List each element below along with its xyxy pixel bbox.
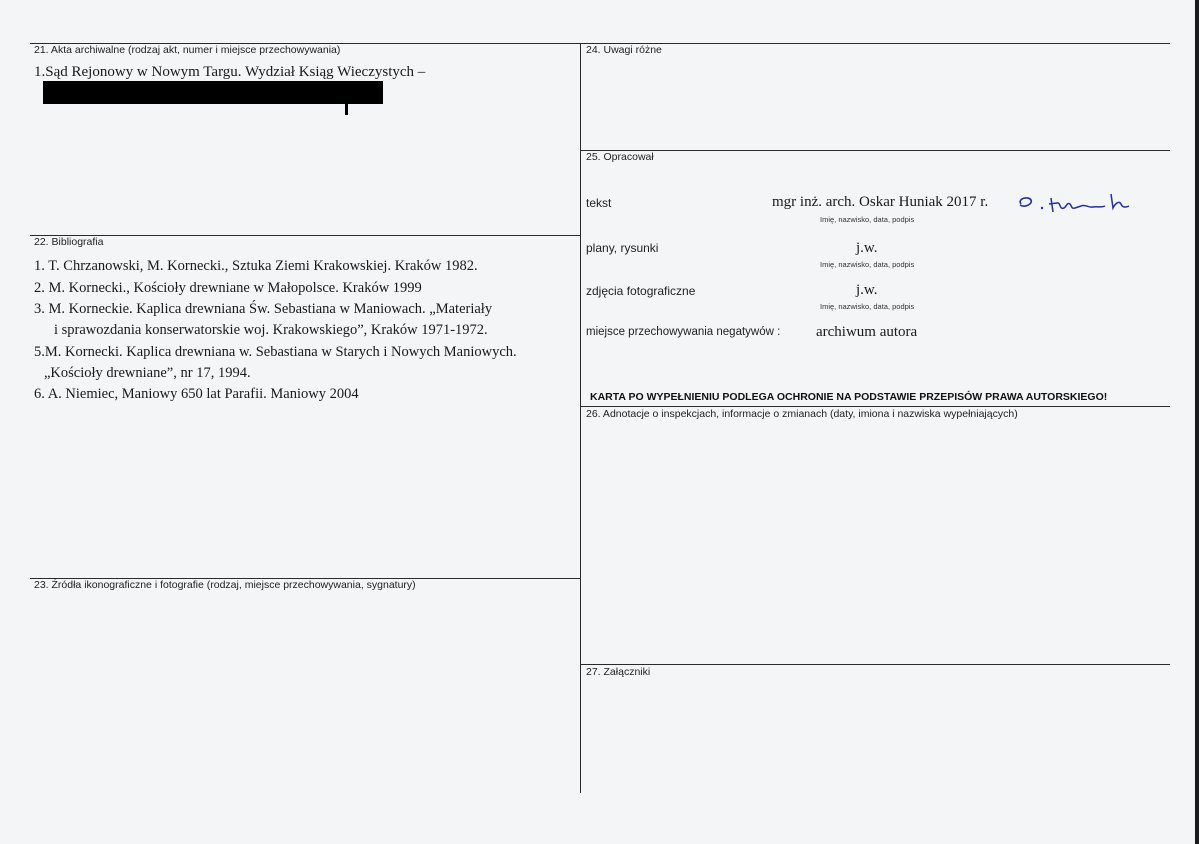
section-25-top-rule [580, 150, 1170, 151]
copyright-warning: KARTA PO WYPEŁNIENIU PODLEGA OCHRONIE NA PODSTAWIE PRZEPISÓW PRAWA AUTORSKIEGO! [590, 391, 1108, 403]
bibliography-item: 2. M. Kornecki., Kościoły drewniane w Małopolsce. Kraków 1999 [34, 280, 422, 296]
section-26-label: 26. Adnotacje o inspekcjach, informacje o zmianach (daty, imiona i nazwiska wypełniających) [586, 408, 1018, 420]
negatives-label: miejsce przechowywania negatywów : [586, 326, 781, 338]
photos-value: j.w. [856, 282, 878, 298]
text-author-value: mgr inż. arch. Oskar Huniak 2017 r. [772, 194, 989, 210]
drawings-value: j.w. [856, 240, 878, 256]
archive-record-line: 1.Sąd Rejonowy w Nowym Targu. Wydział Ksiąg Wieczystych – [34, 64, 426, 80]
negatives-value: archiwum autora [816, 324, 918, 340]
bibliography-item: 3. M. Korneckie. Kaplica drewniana Św. Sebastiana w Maniowach. „Materiały [34, 301, 493, 317]
bibliography-item: „Kościoły drewniane”, nr 17, 1994. [44, 365, 251, 381]
bibliography-item: 1. T. Chrzanowski, M. Kornecki., Sztuka Ziemi Krakowskiej. Kraków 1982. [34, 258, 478, 274]
drawings-caption: Imię, nazwisko, data, podpis [820, 260, 915, 269]
section-24-label: 24. Uwagi różne [586, 44, 662, 56]
bibliography-item: i sprawozdania konserwatorskie woj. Krakowskiego”, Kraków 1971-1972. [54, 322, 488, 338]
redaction-bar [43, 81, 383, 104]
photos-label: zdjęcia fotograficzne [586, 284, 696, 298]
bibliography-item: 6. A. Niemiec, Maniowy 650 lat Parafii. Maniowy 2004 [34, 386, 359, 402]
photos-caption: Imię, nazwisko, data, podpis [820, 302, 915, 311]
section-21-label: 21. Akta archiwalne (rodzaj akt, numer i miejsce przechowywania) [34, 44, 341, 56]
signature-icon [1015, 190, 1145, 218]
scan-edge [1195, 0, 1199, 844]
drawings-label: plany, rysunki [586, 241, 659, 255]
bibliography-item: 5.M. Kornecki. Kaplica drewniana w. Sebastiana w Starych i Nowych Maniowych. [34, 344, 517, 360]
redaction-bar-tail [345, 102, 348, 115]
section-22-label: 22. Bibliografia [34, 236, 104, 248]
section-26-top-rule [580, 406, 1170, 407]
section-22-top-rule [30, 235, 580, 236]
section-25-label: 25. Opracował [586, 151, 654, 163]
section-24-top-rule [580, 43, 1170, 44]
section-27-label: 27. Załączniki [586, 666, 651, 678]
text-author-caption: Imię, nazwisko, data, podpis [820, 215, 915, 224]
column-divider [580, 43, 581, 793]
text-author-label: tekst [586, 196, 612, 210]
section-23-label: 23. Źródła ikonograficzne i fotografie (rodzaj, miejsce przechowywania, sygnatury) [34, 579, 416, 591]
section-27-top-rule [580, 664, 1170, 665]
